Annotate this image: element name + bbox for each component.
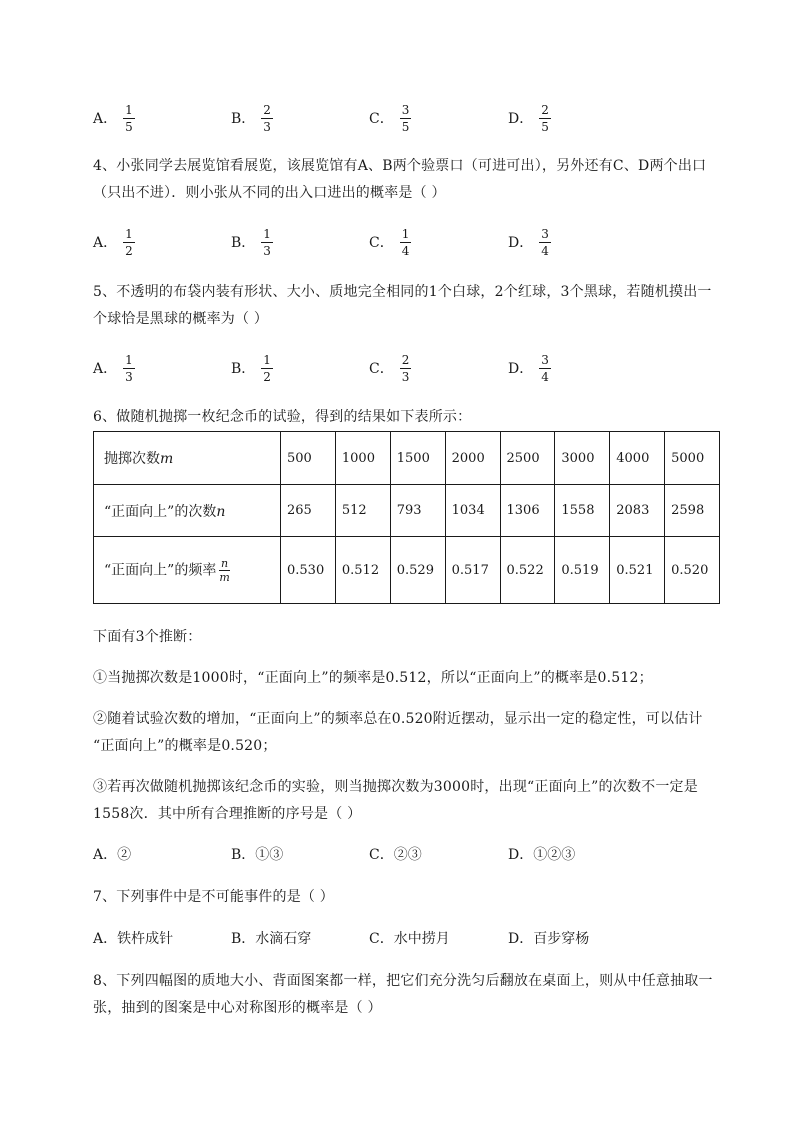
q6-statement-3-line1: ③若再次做随机抛掷该纪念币的实验，则当抛掷次数为3000时，出现“正面向上”的次数不一定是 [93,779,698,795]
fraction: $\frac{3}{4}$ [541,226,549,258]
fraction: $\frac{2}{5}$ [541,102,549,134]
q6-option-c: C．②③ [369,847,422,863]
q6-stem: 6、做随机抛掷一枚纪念币的试验，得到的结果如下表所示： [93,409,472,425]
table-cell: 2083 [610,485,665,537]
q4-option-a: A． $\frac{1}{2}$ [93,226,133,258]
table-cell: 1500 [390,432,445,485]
q7-option-c: C．水中捞月 [369,931,450,947]
q4-options [93,222,713,262]
fraction: $\frac{1}{2}$ [263,352,271,384]
q8-stem-line2: 张，抽到的图案是中心对称图形的概率是（ ） [93,1000,382,1016]
q4-option-c: C． $\frac{1}{4}$ [369,226,410,258]
table-cell: 500 [281,432,336,485]
table-cell: 0.517 [445,537,500,604]
q3-option-c: C． $\frac{3}{5}$ [369,102,410,134]
fraction: $\frac{1}{2}$ [125,226,133,258]
table-cell: 2500 [500,432,555,485]
row-header-heads: “正面向上”的次数n [94,485,281,537]
table-cell: 0.521 [610,537,665,604]
q6-option-a: A．② [93,847,132,863]
results-table [93,431,720,604]
q3-option-a: A． $\frac{1}{5}$ [93,102,133,134]
row-header-tosses: 抛掷次数m [94,432,281,485]
fraction: $\frac{2}{3}$ [401,352,410,384]
q5-option-d: D． $\frac{3}{4}$ [508,352,549,384]
q5-option-a: A． $\frac{1}{3}$ [93,352,133,384]
q7-option-d: D．百步穿杨 [508,931,590,947]
q6-statement-2-line1: ②随着试验次数的增加，“正面向上”的频率总在0.520附近摆动，显示出一定的稳定性，可以估计 [93,711,703,727]
fraction: $\frac{1}{3}$ [125,352,133,384]
table-row [94,432,720,485]
table-cell: 1306 [500,485,555,537]
q5-stem-line2: 个球恰是黑球的概率为（ ） [93,311,269,327]
q6-statement-1: ①当抛掷次数是1000时，“正面向上”的频率是0.512，所以“正面向上”的概率是0.512； [93,670,653,686]
table-cell: 2598 [665,485,720,537]
q3-options [93,98,713,138]
q6-options [93,845,713,865]
q3-option-d: D． $\frac{2}{5}$ [508,102,549,134]
q4-stem-line2: （只出不进）．则小张从不同的出入口进出的概率是（ ） [93,185,446,201]
table-cell: 1034 [445,485,500,537]
q7-stem: 7、下列事件中是不可能事件的是（ ） [93,889,334,905]
fraction: $\frac{1}{5}$ [125,102,133,134]
q6-inference-intro: 下面有3个推断： [93,629,202,645]
q7-options [93,929,713,949]
table-cell: 512 [335,485,390,537]
q6-option-b: B．①③ [231,847,284,863]
table-cell: 265 [281,485,336,537]
q8-stem-line1: 8、下列四幅图的质地大小、背面图案都一样，把它们充分洗匀后翻放在桌面上，则从中任意抽取一 [93,973,713,989]
table-cell: 3000 [555,432,610,485]
fraction: $\frac{1}{4}$ [401,226,410,258]
fraction: $\frac{3}{4}$ [541,352,549,384]
row-header-frequency: “正面向上”的频率 $\frac{n}{m}$ [94,537,281,604]
table-cell: 793 [390,485,445,537]
q5-option-b: B． $\frac{1}{2}$ [231,352,271,384]
table-cell: 2000 [445,432,500,485]
fraction: $\frac{n}{m}$ [219,556,230,584]
table-cell: 4000 [610,432,665,485]
table-cell: 1558 [555,485,610,537]
q5-stem-line1: 5、不透明的布袋内装有形状、大小、质地完全相同的1个白球，2个红球，3个黑球，若随机摸出一 [93,284,712,300]
q6-statement-3-line2: 1558次．其中所有合理推断的序号是（ ） [93,806,362,822]
q4-option-d: D． $\frac{3}{4}$ [508,226,549,258]
table-cell: 0.530 [281,537,336,604]
fraction: $\frac{1}{3}$ [263,226,271,258]
q4-stem-line1: 4、小张同学去展览馆看展览，该展览馆有A、B两个验票口（可进可出），另外还有C、D两个出口 [93,158,707,174]
table-cell: 0.519 [555,537,610,604]
table-cell: 0.522 [500,537,555,604]
table-row [94,485,720,537]
table-cell: 0.529 [390,537,445,604]
table-cell: 1000 [335,432,390,485]
q6-option-d: D．①②③ [508,847,576,863]
q5-options [93,348,713,388]
fraction: $\frac{2}{3}$ [263,102,271,134]
fraction: $\frac{3}{5}$ [401,102,410,134]
table-row [94,537,720,604]
table-cell: 0.512 [335,537,390,604]
table-cell: 0.520 [665,537,720,604]
table-cell: 5000 [665,432,720,485]
q6-statement-2-line2: “正面向上”的概率是0.520； [93,738,277,754]
q4-option-b: B． $\frac{1}{3}$ [231,226,271,258]
q5-option-c: C． $\frac{2}{3}$ [369,352,410,384]
q7-option-b: B．水滴石穿 [231,931,312,947]
q7-option-a: A．铁杵成针 [93,931,174,947]
q3-option-b: B． $\frac{2}{3}$ [231,102,271,134]
